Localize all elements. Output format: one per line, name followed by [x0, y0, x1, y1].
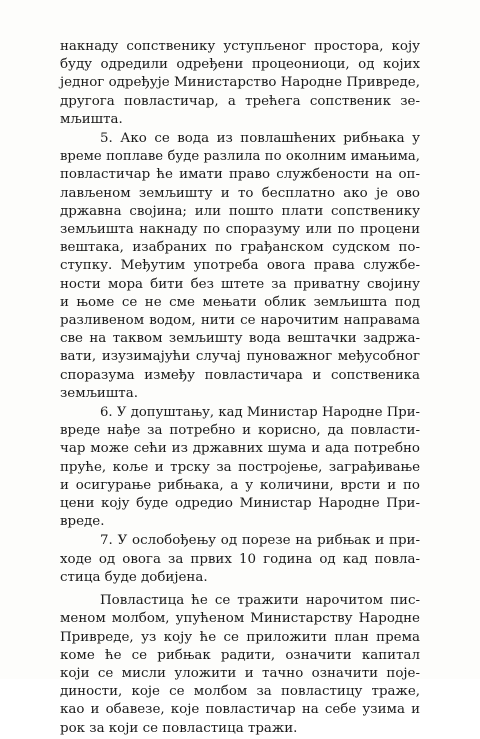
text-line: који се мисли уложити и тачно означити поје- [60, 665, 420, 681]
text-line: коме ће се рибњак радити, означити капитал [60, 647, 420, 663]
paragraph-closing [60, 592, 420, 738]
text-line: 7. У ослобођењу од порезе на рибњак и при- [100, 533, 420, 549]
text-line: меном молбом, упућеном Министарству Народне [60, 611, 420, 627]
paragraph-item-5 [60, 130, 420, 403]
text-line: ходе од овога за првих 10 година од кад повла- [60, 551, 420, 567]
text-line: једног одређује Министарство Народне Привреде, [60, 75, 420, 91]
text-line: земљишта накнаду по споразуму или по процени [60, 222, 420, 238]
text-line: ности мора бити без штете за приватну својину [60, 276, 420, 292]
text-line: вреде нађе за потребно и корисно, да повласти- [60, 423, 420, 439]
text-line: ступку. Међутим употреба овога права службе- [60, 258, 420, 274]
text-line: другога повластичар, а трећега сопственик зе- [60, 93, 420, 109]
paragraph-intro [60, 38, 420, 129]
text-line: вештака, изабраних по грађанском судском по- [60, 240, 420, 256]
text-line: мљишта. [60, 111, 123, 127]
text-line: вати, изузимајући случај пуноважног међусобног [60, 349, 420, 365]
text-line: рок за који се повластица тражи. [60, 720, 298, 736]
text-line: вреде. [60, 514, 105, 530]
text-line: и осигурање рибњака, а у количини, врсти и по [60, 477, 420, 493]
text-line: државна својина; или пошто плати сопственику [60, 203, 420, 219]
text-line: лављеном земљишту и то бесплатно ако је ово [60, 185, 420, 201]
text-line: као и обавезе, које повластичар на себе узима и [60, 702, 420, 718]
text-line: стица буде добијена. [60, 569, 208, 585]
text-line: 6. У допуштању, кад Министар Народне При- [100, 405, 420, 421]
text-line: буду одредили одређени процеониоци, од којих [60, 57, 420, 73]
text-line: диности, које се молбом за повластицу траже, [60, 684, 420, 700]
text-line: Повластица ће се тражити нарочитом пис- [100, 593, 420, 609]
text-line: чар може сећи из државних шума и ада потребно [60, 441, 420, 457]
text-line: разливеном водом, нити се нарочитим направама [60, 313, 420, 329]
page-text [60, 38, 420, 739]
text-line: земљишта. [60, 385, 138, 401]
text-line: повластичар ће имати право службености на оп- [60, 167, 420, 183]
text-line: све на таквом земљишту вода вештачки задржа- [60, 331, 420, 347]
text-line: накнаду сопственику уступљеног простора, коју [60, 39, 420, 54]
text-line: пруће, коље и трску за постројење, заграђивање [60, 459, 420, 475]
paragraph-item-6 [60, 404, 420, 531]
text-line: споразума између повластичара и сопственика [60, 367, 420, 383]
text-line: Привреде, уз коју ће се приложити план према [60, 629, 420, 645]
text-line: 5. Ако се вода из повлашћених рибњака у [100, 131, 420, 147]
text-line: и њоме се не сме мењати облик земљишта под [60, 294, 420, 310]
text-line: време поплаве буде разлила по околним имањима, [60, 149, 420, 165]
paragraph-item-7 [60, 532, 420, 587]
text-line: цени коју буде одредио Министар Народне При- [60, 496, 420, 512]
